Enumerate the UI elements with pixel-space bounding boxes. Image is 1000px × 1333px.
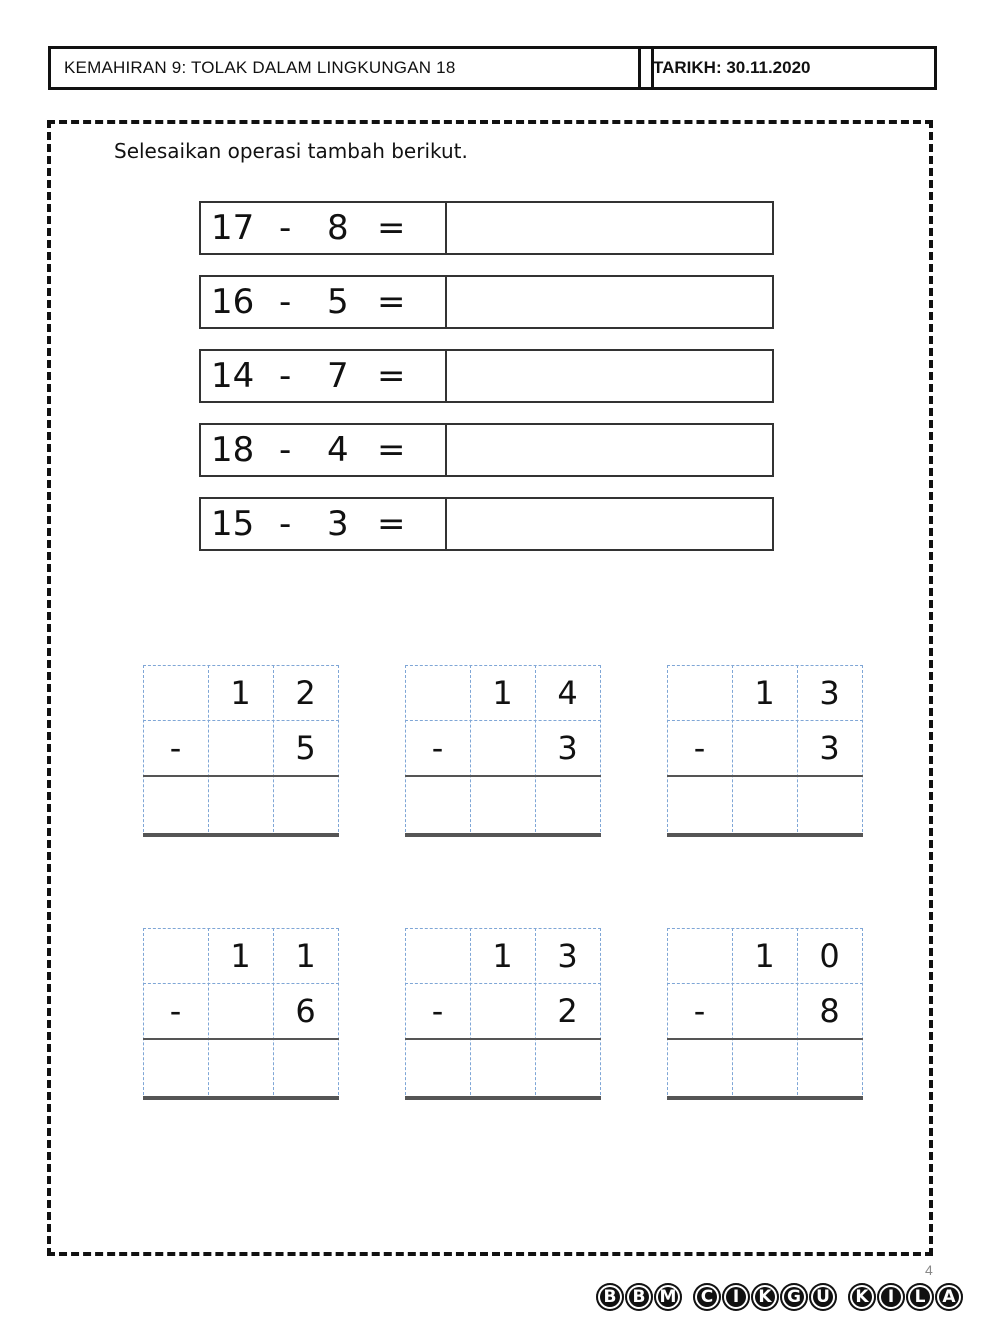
equals-sign: = [377,282,406,322]
vertical-subtraction [405,928,601,1100]
vertical-subtraction [143,928,339,1100]
bbm-cikgu-kila-logo [596,1281,964,1313]
logo-letter: I [722,1283,750,1311]
answer-cell[interactable] [535,777,600,832]
ones-digit: 3 [819,673,840,712]
minuend: 15 [211,504,255,544]
ones-digit: 1 [295,936,316,975]
subtrahend: 5 [327,282,349,322]
equation-expression [201,425,447,475]
answer-cell[interactable] [797,1040,862,1095]
logo-letter: B [625,1283,653,1311]
answer-cell[interactable] [470,1040,535,1095]
answer-cell[interactable] [797,777,862,832]
vertical-subtraction [143,665,339,837]
vertical-subtraction [405,665,601,837]
answer-box[interactable] [447,351,772,401]
logo-letter: L [906,1283,934,1311]
equation-expression [201,499,447,549]
minus-sign: - [693,991,706,1030]
answer-box[interactable] [447,499,772,549]
equation-row [199,497,774,551]
minuend: 18 [211,430,255,470]
subtrahend-digit: 2 [557,991,578,1030]
equation-row [199,349,774,403]
ones-digit: 3 [557,936,578,975]
subtrahend-digit: 3 [819,728,840,767]
minus-sign: - [693,728,706,767]
equation-row [199,201,774,255]
equation-expression [201,203,447,253]
answer-box[interactable] [447,425,772,475]
answer-cell[interactable] [470,777,535,832]
minus-sign: - [431,991,444,1030]
answer-box[interactable] [447,277,772,327]
subtrahend-digit: 5 [295,728,316,767]
minuend: 14 [211,356,255,396]
equals-sign: = [377,430,406,470]
tens-digit: 1 [230,936,251,975]
answer-cell[interactable] [208,1040,273,1095]
answer-cell[interactable] [405,777,470,832]
minus-sign: - [279,356,292,396]
tens-digit: 1 [754,936,775,975]
logo-letter: G [780,1283,808,1311]
minus-sign: - [169,991,182,1030]
answer-cell[interactable] [667,1040,732,1095]
equals-sign: = [377,504,406,544]
answer-cell[interactable] [405,1040,470,1095]
equals-sign: = [377,208,406,248]
answer-cell[interactable] [208,777,273,832]
worksheet-date: TARIKH: 30.11.2020 [638,46,937,90]
answer-box[interactable] [447,203,772,253]
minus-sign: - [279,504,292,544]
logo-letter: K [848,1283,876,1311]
answer-cell[interactable] [273,1040,338,1095]
equation-expression [201,277,447,327]
logo-letter: U [809,1283,837,1311]
page-number: 4 [925,1262,933,1278]
tens-digit: 1 [230,673,251,712]
tens-digit: 1 [492,936,513,975]
minus-sign: - [169,728,182,767]
logo-letter: M [654,1283,682,1311]
minuend: 17 [211,208,255,248]
minus-sign: - [279,208,292,248]
subtrahend: 3 [327,504,349,544]
logo-letter: I [877,1283,905,1311]
tens-digit: 1 [754,673,775,712]
equation-row [199,423,774,477]
minuend: 16 [211,282,255,322]
tens-digit: 1 [492,673,513,712]
logo-letter: C [693,1283,721,1311]
answer-cell[interactable] [535,1040,600,1095]
minus-sign: - [431,728,444,767]
minus-sign: - [279,282,292,322]
answer-cell[interactable] [143,1040,208,1095]
subtrahend: 7 [327,356,349,396]
subtrahend: 8 [327,208,349,248]
instruction-text: Selesaikan operasi tambah berikut. [114,139,468,163]
subtrahend-digit: 8 [819,991,840,1030]
equation-row [199,275,774,329]
vertical-subtraction [667,928,863,1100]
subtrahend-digit: 3 [557,728,578,767]
minus-sign: - [279,430,292,470]
answer-cell[interactable] [732,1040,797,1095]
answer-cell[interactable] [273,777,338,832]
answer-cell[interactable] [667,777,732,832]
answer-cell[interactable] [732,777,797,832]
answer-cell[interactable] [143,777,208,832]
ones-digit: 4 [557,673,578,712]
equals-sign: = [377,356,406,396]
logo-letter: B [596,1283,624,1311]
logo-letter: K [751,1283,779,1311]
skill-title: KEMAHIRAN 9: TOLAK DALAM LINGKUNGAN 18 [48,46,654,90]
worksheet-header [48,46,932,88]
subtrahend-digit: 6 [295,991,316,1030]
equation-expression [201,351,447,401]
vertical-subtraction [667,665,863,837]
equation-list [199,201,774,571]
ones-digit: 2 [295,673,316,712]
ones-digit: 0 [819,936,840,975]
subtrahend: 4 [327,430,349,470]
logo-letter: A [935,1283,963,1311]
